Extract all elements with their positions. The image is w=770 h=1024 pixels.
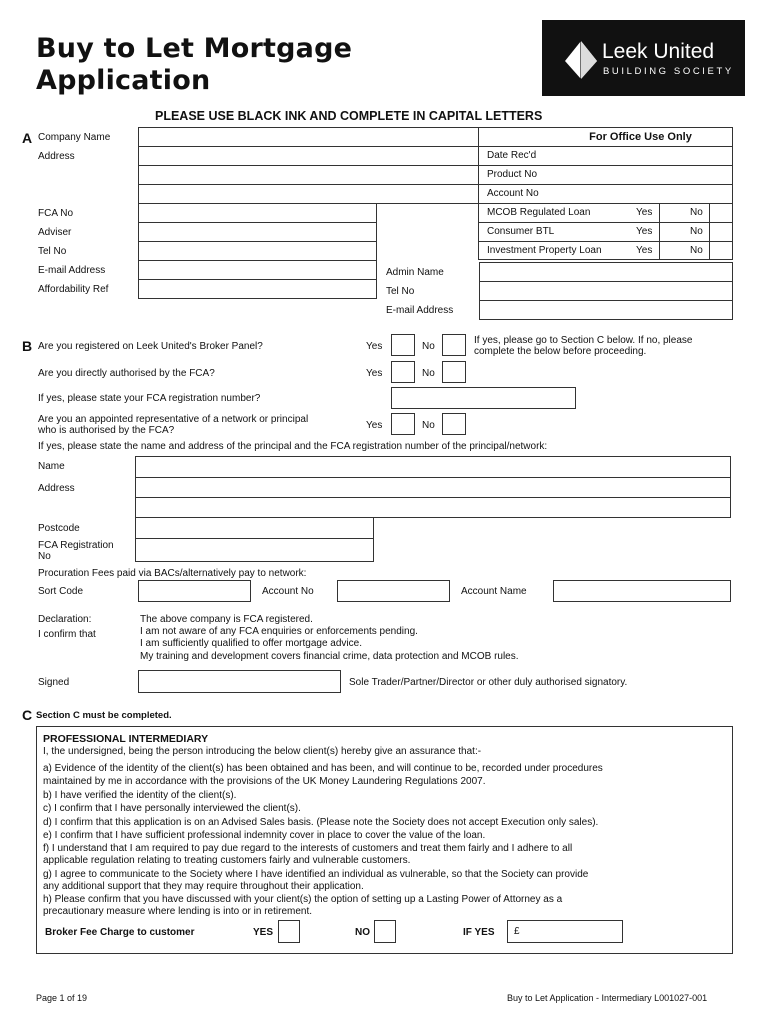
fca-no-label: FCA No	[38, 208, 74, 219]
section-b-letter: B	[22, 338, 33, 354]
pi-clause: e) I confirm that I have sufficient professional indemnity cover in place to cover the value of the loan.	[43, 830, 486, 841]
broker-panel-yes-label: Yes	[366, 341, 383, 352]
appointed-rep-no-label: No	[422, 420, 435, 431]
broker-fee-amount-field[interactable]	[507, 920, 623, 943]
logo	[542, 20, 745, 96]
office-account-row	[479, 184, 732, 203]
office-mcob-yes: Yes	[636, 207, 653, 218]
office-date-label: Date Rec'd	[487, 150, 537, 161]
declaration-line: My training and development covers financial crime, data protection and MCOB rules.	[140, 651, 519, 662]
office-investment-no: No	[690, 245, 703, 256]
section-c-letter: C	[22, 707, 33, 723]
page-title-line1: Buy to Let Mortgage	[36, 33, 353, 64]
office-btl-row	[479, 222, 732, 241]
procuration-text: Procuration Fees paid via BACs/alternatively pay to network:	[38, 568, 307, 579]
company-name-label: Company Name	[38, 132, 111, 143]
appointed-rep-question-2: who is authorised by the FCA?	[38, 425, 175, 436]
document-reference: Buy to Let Application - Intermediary L001027-001	[507, 993, 708, 1003]
appointed-rep-yes-checkbox[interactable]	[391, 413, 415, 435]
office-use-table	[478, 127, 733, 260]
principal-address-label: Address	[38, 483, 75, 494]
office-investment-yes: Yes	[636, 245, 653, 256]
office-mcob-no-box[interactable]	[709, 204, 732, 222]
pound-symbol: £	[514, 926, 520, 937]
office-mcob-no: No	[690, 207, 703, 218]
declaration-line: I am sufficiently qualified to offer mortgage advice.	[140, 638, 362, 649]
office-mcob-label: MCOB Regulated Loan	[487, 207, 591, 218]
account-name-field[interactable]	[553, 580, 731, 602]
declaration-line: I am not aware of any FCA enquiries or enforcements pending.	[140, 626, 418, 637]
adviser-field[interactable]	[138, 222, 377, 242]
pi-clause: f) I understand that I am required to pay due regard to the interests of customers and treat them fairly and I adhere to all	[43, 843, 573, 854]
pi-intro: I, the undersigned, being the person introducing the below client(s) hereby give an assurance that:-	[43, 746, 482, 757]
appointed-rep-yes-label: Yes	[366, 420, 383, 431]
office-mcob-row	[479, 203, 732, 222]
broker-fee-if-yes-label: IF YES	[463, 927, 495, 938]
pi-clause: precautionary measure where lending is into or in retirement.	[43, 906, 313, 917]
principal-fca-reg-field[interactable]	[135, 538, 374, 562]
pi-clause: c) I confirm that I have personally interviewed the client(s).	[43, 803, 301, 814]
pi-clause: any additional support that they may require throughout their application.	[43, 881, 364, 892]
office-mcob-yes-box[interactable]	[659, 204, 685, 222]
office-product-label: Product No	[487, 169, 538, 180]
sort-code-label: Sort Code	[38, 586, 84, 597]
admin-email-field[interactable]	[479, 300, 733, 320]
office-use-heading: For Office Use Only	[589, 131, 692, 143]
office-date-row	[479, 146, 732, 165]
tel-no-label: Tel No	[38, 246, 67, 257]
admin-tel-label: Tel No	[386, 286, 415, 297]
logo-subtitle: BUILDING SOCIETY	[603, 66, 734, 77]
admin-name-label: Admin Name	[386, 267, 444, 278]
office-investment-label: Investment Property Loan	[487, 245, 602, 256]
broker-panel-no-label: No	[422, 341, 435, 352]
instruction-text: PLEASE USE BLACK INK AND COMPLETE IN CAPITAL LETTERS	[155, 109, 543, 123]
pi-clause: b) I have verified the identity of the client(s).	[43, 790, 237, 801]
office-product-row	[479, 165, 732, 184]
pi-clause: applicable regulation relating to treating customers fairly and vulnerable customers.	[43, 855, 411, 866]
pi-clause: h) Please confirm that you have discussed with your client(s) the option of setting up a Lasting Power of Attorney as a	[43, 894, 563, 905]
broker-fee-yes-label: YES	[253, 927, 274, 938]
page-number: Page 1 of 19	[36, 993, 88, 1003]
fca-authorised-question: Are you directly authorised by the FCA?	[38, 368, 215, 379]
pi-heading: PROFESSIONAL INTERMEDIARY	[43, 733, 209, 745]
account-name-label: Account Name	[461, 586, 527, 597]
fca-authorised-yes-checkbox[interactable]	[391, 361, 415, 383]
professional-intermediary-box	[36, 726, 733, 954]
signature-field[interactable]	[138, 670, 341, 693]
email-label: E-mail Address	[38, 265, 106, 276]
address-field-1[interactable]	[138, 146, 479, 166]
fca-authorised-yes-label: Yes	[366, 368, 383, 379]
pi-clause: maintained by me in accordance with the provisions of the UK Money Laundering Regulations 2007.	[43, 776, 486, 787]
confirm-label: I confirm that	[38, 629, 96, 640]
admin-name-field[interactable]	[479, 262, 733, 282]
fca-reg-number-field[interactable]	[391, 387, 576, 409]
pi-clause: a) Evidence of the identity of the client(s) has been obtained and has been, and will continue to be, recorded under procedures	[43, 763, 603, 774]
admin-tel-field[interactable]	[479, 281, 733, 301]
declaration-label: Declaration:	[38, 614, 92, 625]
page-title-line2: Application	[36, 65, 211, 96]
tel-no-field[interactable]	[138, 241, 377, 261]
office-btl-yes: Yes	[636, 226, 653, 237]
principal-name-label: Name	[38, 461, 65, 472]
fca-authorised-no-checkbox[interactable]	[442, 361, 466, 383]
divider	[376, 203, 377, 261]
sort-code-field[interactable]	[138, 580, 251, 602]
office-account-label: Account No	[487, 188, 539, 199]
office-btl-label: Consumer BTL	[487, 226, 555, 237]
broker-panel-note-1: If yes, please go to Section C below. If no, please	[474, 335, 693, 346]
broker-panel-note-2: complete the below before proceeding.	[474, 346, 647, 357]
address-field-2[interactable]	[138, 165, 479, 185]
principal-postcode-label: Postcode	[38, 523, 80, 534]
principal-question: If yes, please state the name and address of the principal and the FCA registration number of the principal/network:	[38, 441, 548, 452]
broker-fee-no-label: NO	[355, 927, 370, 938]
office-btl-yes-box[interactable]	[659, 223, 685, 241]
adviser-label: Adviser	[38, 227, 72, 238]
broker-panel-question: Are you registered on Leek United's Broker Panel?	[38, 341, 263, 352]
affordability-ref-field[interactable]	[138, 279, 377, 299]
affordability-ref-label: Affordability Ref	[38, 284, 109, 295]
broker-fee-no-checkbox[interactable]	[374, 920, 396, 943]
principal-address-field-1[interactable]	[135, 477, 731, 498]
pi-clause: g) I agree to communicate to the Society where I have identified an individual as vulnerable, so that the Society can provide	[43, 869, 589, 880]
signatory-text: Sole Trader/Partner/Director or other duly authorised signatory.	[349, 677, 628, 688]
fca-authorised-no-label: No	[422, 368, 435, 379]
principal-address-field-2[interactable]	[135, 497, 731, 518]
office-btl-no-box[interactable]	[709, 223, 732, 241]
logo-name: Leek United	[602, 40, 715, 63]
declaration-line: The above company is FCA registered.	[140, 614, 313, 625]
company-name-field[interactable]	[138, 127, 479, 147]
office-investment-no-box[interactable]	[709, 242, 732, 260]
principal-name-field[interactable]	[135, 456, 731, 478]
office-btl-no: No	[690, 226, 703, 237]
office-investment-row	[479, 241, 732, 260]
logo-mark-icon	[564, 40, 598, 80]
principal-fca-reg-label-1: FCA Registration	[38, 540, 114, 551]
address-field-3[interactable]	[138, 184, 479, 204]
section-a-letter: A	[22, 130, 33, 146]
principal-postcode-field[interactable]	[135, 517, 374, 539]
office-investment-yes-box[interactable]	[659, 242, 685, 260]
account-no-label: Account No	[262, 586, 314, 597]
appointed-rep-no-checkbox[interactable]	[442, 413, 466, 435]
appointed-rep-question-1: Are you an appointed representative of a network or principal	[38, 414, 309, 425]
signed-label: Signed	[38, 677, 70, 688]
admin-email-label: E-mail Address	[386, 305, 454, 316]
section-c-note: Section C must be completed.	[36, 710, 172, 721]
broker-fee-label: Broker Fee Charge to customer	[45, 927, 195, 938]
fca-reg-number-question: If yes, please state your FCA registration number?	[38, 393, 261, 404]
principal-fca-reg-label-2: No	[38, 551, 51, 562]
address-label: Address	[38, 151, 75, 162]
broker-panel-no-checkbox[interactable]	[442, 334, 466, 356]
email-field[interactable]	[138, 260, 377, 280]
fca-no-field[interactable]	[138, 203, 377, 223]
pi-clause: d) I confirm that this application is on an Advised Sales basis. (Please note the Society does not accept Execution only sales).	[43, 817, 599, 828]
broker-panel-yes-checkbox[interactable]	[391, 334, 415, 356]
account-no-field[interactable]	[337, 580, 450, 602]
broker-fee-yes-checkbox[interactable]	[278, 920, 300, 943]
